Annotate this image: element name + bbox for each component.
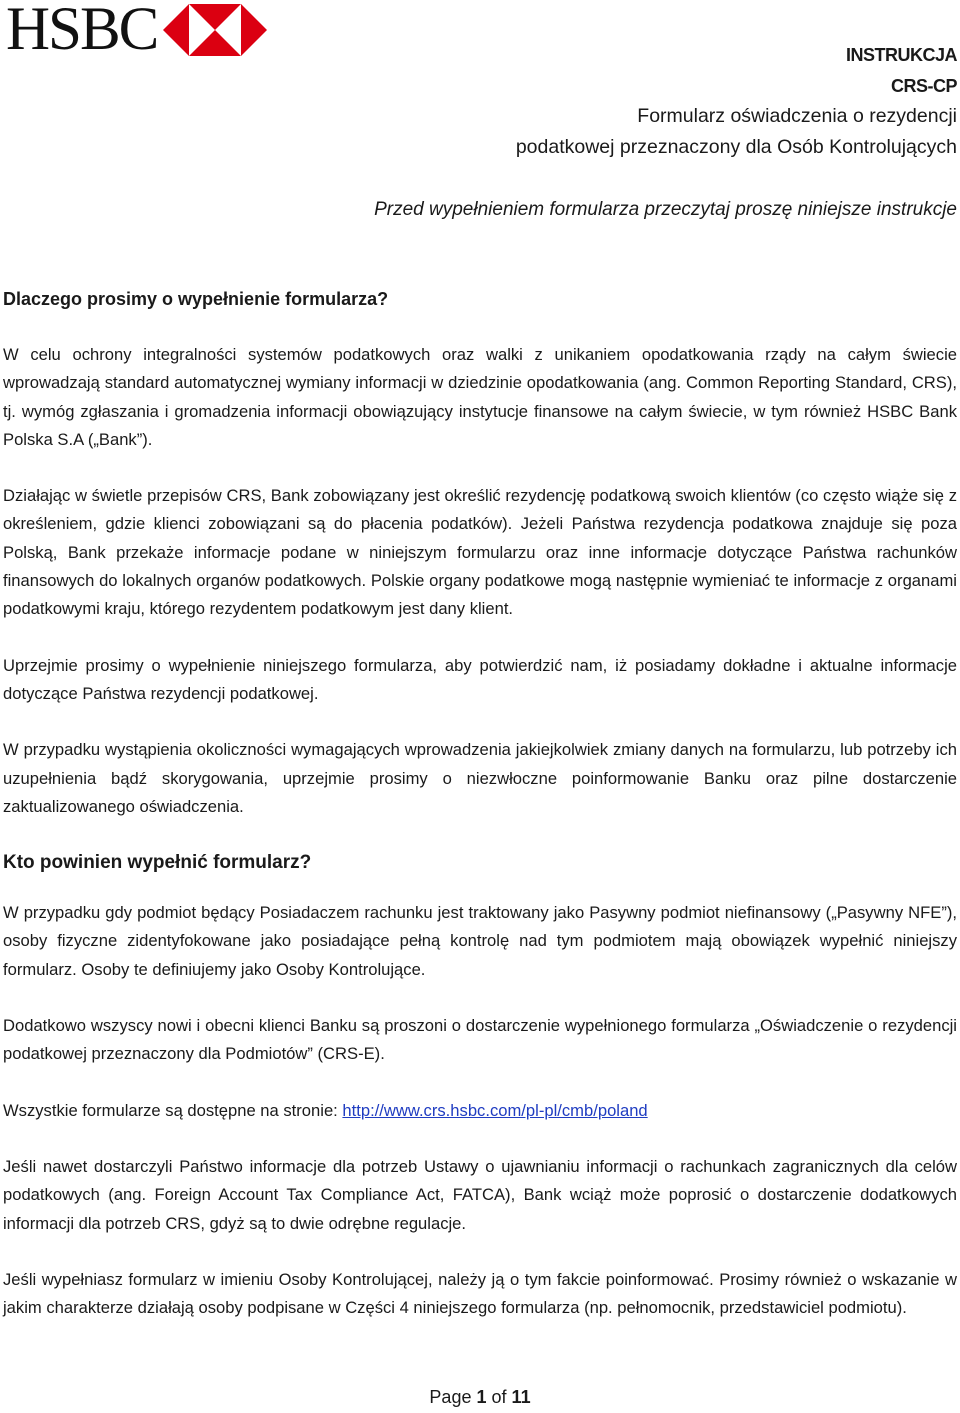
form-title-line1: Formularz oświadczenia o rezydencji	[637, 105, 957, 127]
document-body	[3, 285, 957, 1350]
logo-wordmark: HSBC	[6, 0, 158, 63]
of-word: of	[491, 1387, 507, 1407]
page-word: Page	[429, 1387, 472, 1407]
read-instructions-note: Przed wypełnieniem formularza przeczytaj proszę niniejsze instrukcje	[374, 199, 957, 220]
paragraph-forms-link	[3, 1097, 957, 1125]
paragraph: Dodatkowo wszyscy nowi i obecni klienci Banku są proszoni o dostarczenie wypełnionego formularza „Oświadczenie o rezydencji podatkowej przeznaczony dla Podmiotów” (CRS-E).	[3, 1016, 957, 1064]
section-heading-why: Dlaczego prosimy o wypełnienie formularza?	[3, 289, 389, 309]
page-indicator	[0, 1387, 960, 1408]
section-heading-who: Kto powinien wypełnić formularz?	[3, 852, 312, 874]
form-code: CRS-CP	[890, 76, 957, 96]
hsbc-logo	[6, 0, 267, 63]
hsbc-hexagon-icon	[163, 4, 267, 56]
paragraph: Jeśli wypełniasz formularz w imieniu Osoby Kontrolującej, należy ją o tym fakcie poinformować. Prosimy również o wskazanie w jakim charakterze działają osoby podpisane w Części 4 niniejszego formularza (np. pełnomocnik, przedstawiciel podmiotu).	[3, 1269, 957, 1318]
paragraph: Uprzejmie prosimy o wypełnienie niniejszego formularza, aby potwierdzić nam, iż posiadamy dokładne i aktualne informacje dotyczące Państwa rezydencji podatkowej.	[3, 655, 957, 703]
doc-type-label: INSTRUKCJA	[845, 45, 957, 65]
paragraph: Jeśli nawet dostarczyli Państwo informacje dla potrzeb Ustawy o ujawnianiu informacji o rachunkach zagranicznych dla celów podatkowych (ang. Foreign Account Tax Compliance Act, FATCA), Bank wciąż może poprosić o dostarczenie dodatkowych informacji dla potrzeb CRS, gdyż są to dwie odrębne regulacje.	[3, 1156, 957, 1233]
paragraph: Działając w świetle przepisów CRS, Bank zobowiązany jest określić rezydencję podatkową swoich klientów (co często wiąże się z określeniem, gdzie klienci zobowiązani są do płacenia podatków). Jeżeli Państwa rezydencja podatkowa znajduje się poza Polską, Bank przekaże informacje podane w niniejszym formularzu oraz inne informacje dotyczące Państwa rachunków finansowych do lokalnych organów podatkowych. Polskie organy podatkowe mogą następnie wymieniać te informacje z organami podatkowymi kraju, którego rezydentem podatkowym jest dany klient.	[3, 486, 957, 619]
paragraph: W przypadku wystąpienia okoliczności wymagających wprowadzenia jakiejkolwiek zmiany danych na formularzu, lub potrzeby ich uzupełnienia bądź skorygowania, uprzejmie prosimy o niezwłoczne poinformowanie Banku oraz pilne dostarczenie zaktualizowanego oświadczenia.	[3, 740, 957, 816]
page-total: 11	[511, 1387, 531, 1407]
form-title-line2: podatkowej przeznaczony dla Osób Kontrolujących	[515, 136, 957, 158]
forms-link[interactable]: http://www.crs.hsbc.com/pl-pl/cmb/poland	[342, 1100, 648, 1120]
paragraph: W przypadku gdy podmiot będący Posiadaczem rachunku jest traktowany jako Pasywny podmiot niefinansowy („Pasywny NFE”), osoby fizyczne zidentyfokowane jako posiadające pełną kontrolę nad tym podmiotem mają obowiązek wypełnić niniejszy formularz. Osoby te definiujemy jako Osoby Kontrolujące.	[3, 903, 957, 979]
paragraph: W celu ochrony integralności systemów podatkowych oraz walki z unikaniem opodatkowania rządy na całym świecie wprowadzają standard automatycznej wymiany informacji w dziedzinie opodatkowania (ang. Common Reporting Standard, CRS), tj. wymóg zgłaszania i gromadzenia informacji obowiązujący instytucje finansowe na całym świecie, w tym również HSBC Bank Polska S.A („Bank”).	[3, 345, 957, 449]
page-number: 1	[476, 1387, 487, 1407]
forms-link-prefix: Wszystkie formularze są dostępne na stronie:	[3, 1100, 343, 1120]
